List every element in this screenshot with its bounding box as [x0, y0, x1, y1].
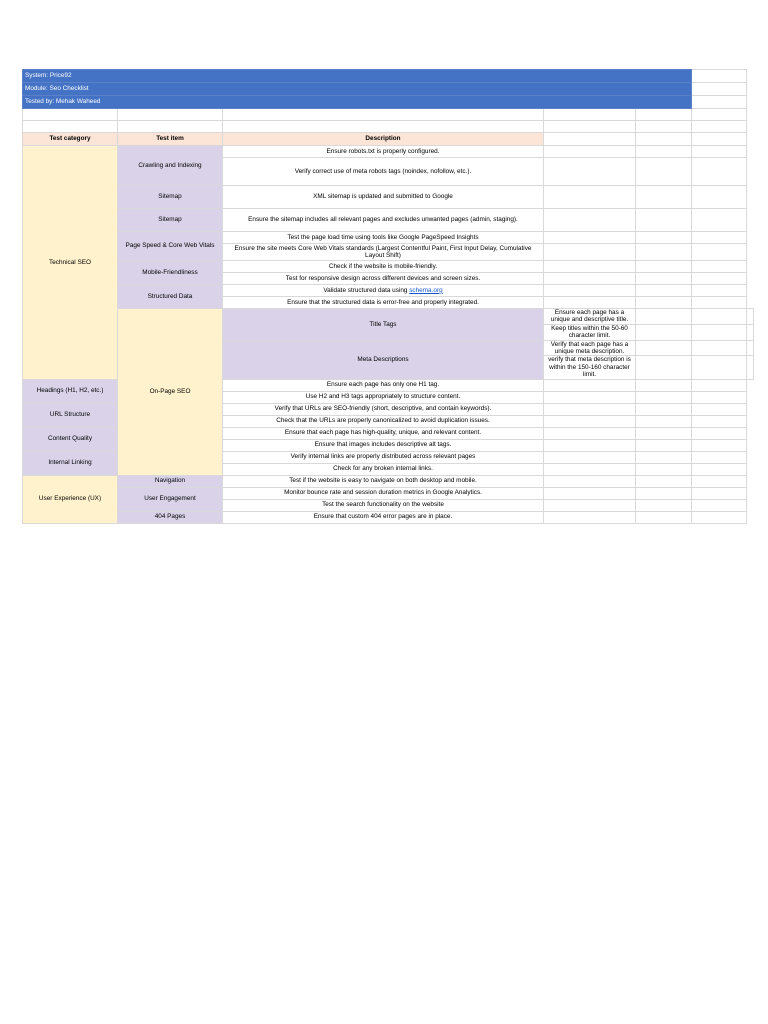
empty-cell[interactable] [636, 439, 692, 451]
empty-cell[interactable] [636, 285, 692, 297]
empty-cell[interactable] [692, 511, 747, 523]
table-row [23, 309, 754, 325]
empty-cell[interactable] [692, 297, 747, 309]
column-header-row [23, 133, 754, 146]
empty-cell[interactable] [544, 499, 636, 511]
empty-cell[interactable] [692, 324, 747, 340]
empty-cell[interactable] [544, 297, 636, 309]
empty-cell[interactable] [636, 232, 692, 244]
empty-cell[interactable] [223, 121, 544, 133]
table-row [23, 475, 754, 487]
empty-row [23, 121, 754, 133]
empty-cell[interactable] [692, 379, 747, 391]
empty-cell[interactable] [692, 340, 747, 356]
empty-cell[interactable] [692, 499, 747, 511]
empty-cell[interactable] [544, 133, 636, 146]
table-row [23, 285, 754, 297]
description-cell[interactable]: Use H2 and H3 tags appropriately to structure content. [223, 391, 544, 403]
empty-cell[interactable] [636, 297, 692, 309]
empty-cell[interactable] [692, 427, 747, 439]
description-cell[interactable]: Ensure each page has only one H1 tag. [223, 379, 544, 391]
empty-cell[interactable] [544, 439, 636, 451]
description-cell[interactable] [223, 285, 544, 297]
table-row [23, 186, 754, 209]
empty-cell[interactable] [636, 475, 692, 487]
description-cell[interactable]: Ensure robots.txt is properly configured. [223, 146, 544, 158]
description-cell[interactable]: Check that the URLs are properly canonicalized to avoid duplication issues. [223, 415, 544, 427]
empty-cell[interactable] [544, 475, 636, 487]
empty-cell[interactable] [636, 273, 692, 285]
empty-cell[interactable] [636, 463, 692, 475]
empty-cell[interactable] [636, 309, 692, 325]
description-cell[interactable]: Verify that URLs are SEO-friendly (short, descriptive, and contain keywords). [223, 403, 544, 415]
empty-cell[interactable] [747, 324, 754, 340]
empty-cell[interactable] [692, 244, 747, 261]
table-row [23, 511, 754, 523]
item-page-speed[interactable]: Page Speed & Core Web Vitals [118, 232, 223, 261]
empty-cell[interactable] [636, 109, 692, 121]
empty-cell[interactable] [544, 403, 636, 415]
empty-cell[interactable] [692, 186, 747, 209]
description-cell[interactable]: Ensure the sitemap includes all relevant pages and excludes unwanted pages (admin, staging). [223, 209, 544, 232]
empty-cell[interactable] [636, 209, 692, 232]
description-cell[interactable]: Test the page load time using tools like Google PageSpeed Insights [223, 232, 544, 244]
banner-row-tester [23, 96, 754, 109]
system-cell[interactable]: System: Price92 [23, 70, 692, 83]
empty-cell[interactable] [544, 146, 636, 158]
empty-cell[interactable] [544, 209, 636, 232]
empty-cell[interactable] [636, 403, 692, 415]
empty-cell[interactable] [692, 285, 747, 297]
item-headings[interactable]: Headings (H1, H2, etc.) [23, 379, 118, 403]
description-cell[interactable]: Ensure the site meets Core Web Vitals standards (Largest Contentful Paint, First Input Delay, Cumulative Layout Shift) [223, 244, 544, 261]
description-cell[interactable]: Monitor bounce rate and session duration metrics in Google Analytics. [223, 487, 544, 499]
empty-cell[interactable] [636, 261, 692, 273]
empty-cell[interactable] [692, 273, 747, 285]
description-cell[interactable]: Ensure that images includes descriptive alt tags. [223, 439, 544, 451]
empty-cell[interactable] [692, 121, 747, 133]
description-cell[interactable]: Ensure that the structured data is error-free and properly integrated. [223, 297, 544, 309]
description-cell[interactable]: Ensure each page has a unique and descriptive title. [544, 309, 636, 325]
header-description[interactable]: Description [223, 133, 544, 146]
description-cell[interactable]: Verify correct use of meta robots tags (noindex, nofollow, etc.). [223, 158, 544, 186]
empty-cell[interactable] [747, 309, 754, 325]
empty-cell[interactable] [636, 379, 692, 391]
empty-cell[interactable] [544, 285, 636, 297]
item-user-engagement[interactable]: User Engagement [118, 487, 223, 511]
empty-cell[interactable] [692, 109, 747, 121]
empty-cell[interactable] [636, 146, 692, 158]
description-cell[interactable]: XML sitemap is updated and submitted to Google [223, 186, 544, 209]
empty-cell[interactable] [118, 109, 223, 121]
description-cell[interactable]: Ensure that each page has high-quality, unique, and relevant content. [223, 427, 544, 439]
description-cell[interactable]: Test the search functionality on the website [223, 499, 544, 511]
description-cell[interactable]: Keep titles within the 50-60 character limit. [544, 324, 636, 340]
description-cell[interactable]: Check if the website is mobile-friendly. [223, 261, 544, 273]
item-sitemap[interactable]: Sitemap [118, 209, 223, 232]
empty-cell[interactable] [636, 511, 692, 523]
empty-cell[interactable] [544, 109, 636, 121]
empty-cell[interactable] [636, 133, 692, 146]
empty-cell[interactable] [544, 186, 636, 209]
item-sitemap[interactable]: Sitemap [118, 186, 223, 209]
category-technical-seo[interactable]: Technical SEO [23, 146, 118, 380]
empty-cell[interactable] [692, 391, 747, 403]
item-crawling-indexing[interactable]: Crawling and Indexing [118, 146, 223, 186]
empty-cell[interactable] [747, 340, 754, 356]
empty-cell[interactable] [692, 463, 747, 475]
empty-cell[interactable] [636, 324, 692, 340]
tested-by-cell[interactable]: Tested by: Mehak Waheed [23, 96, 692, 109]
table-row [23, 209, 754, 232]
empty-cell[interactable] [636, 186, 692, 209]
empty-cell[interactable] [636, 415, 692, 427]
empty-cell[interactable] [544, 244, 636, 261]
empty-cell[interactable] [544, 158, 636, 186]
empty-cell[interactable] [636, 244, 692, 261]
empty-cell[interactable] [544, 463, 636, 475]
banner-row-module [23, 83, 754, 96]
item-internal-linking[interactable]: Internal Linking [23, 451, 118, 475]
description-cell[interactable]: verify that meta description is within the 150-160 character limit. [544, 356, 636, 379]
empty-cell[interactable] [223, 109, 544, 121]
description-cell[interactable]: Verify internal links are properly distributed across relevant pages [223, 451, 544, 463]
empty-cell[interactable] [544, 487, 636, 499]
empty-cell[interactable] [544, 427, 636, 439]
empty-cell[interactable] [544, 379, 636, 391]
empty-cell[interactable] [692, 415, 747, 427]
empty-cell[interactable] [544, 391, 636, 403]
empty-cell[interactable] [23, 109, 118, 121]
empty-cell[interactable] [636, 158, 692, 186]
empty-cell[interactable] [692, 261, 747, 273]
empty-cell[interactable] [118, 121, 223, 133]
item-content-quality[interactable]: Content Quality [23, 427, 118, 451]
category-user-experience[interactable]: User Experience (UX) [23, 475, 118, 523]
description-text: Validate structured data using [323, 286, 410, 294]
empty-cell[interactable] [692, 146, 747, 158]
item-navigation[interactable]: Navigation [118, 475, 223, 487]
description-cell[interactable]: Check for any broken internal links. [223, 463, 544, 475]
empty-cell[interactable] [544, 451, 636, 463]
empty-cell[interactable] [692, 133, 747, 146]
empty-cell[interactable] [747, 356, 754, 379]
empty-cell[interactable] [544, 261, 636, 273]
empty-cell[interactable] [544, 511, 636, 523]
empty-row [23, 109, 754, 121]
empty-cell[interactable] [636, 391, 692, 403]
empty-cell[interactable] [544, 273, 636, 285]
empty-cell[interactable] [692, 309, 747, 325]
empty-cell[interactable] [23, 121, 118, 133]
empty-cell[interactable] [636, 427, 692, 439]
empty-cell[interactable] [636, 499, 692, 511]
empty-cell[interactable] [692, 70, 747, 83]
empty-cell[interactable] [636, 121, 692, 133]
empty-cell[interactable] [544, 232, 636, 244]
item-title-tags[interactable]: Title Tags [223, 309, 544, 341]
banner-row-system [23, 70, 754, 83]
category-on-page-seo[interactable]: On-Page SEO [118, 309, 223, 476]
item-url-structure[interactable]: URL Structure [23, 403, 118, 427]
empty-cell[interactable] [692, 403, 747, 415]
empty-cell[interactable] [692, 209, 747, 232]
description-cell[interactable]: Ensure that custom 404 error pages are in place. [223, 511, 544, 523]
empty-cell[interactable] [692, 232, 747, 244]
description-cell[interactable]: Test if the website is easy to navigate on both desktop and mobile. [223, 475, 544, 487]
module-cell[interactable]: Module: Seo Checklist [23, 83, 692, 96]
description-cell[interactable]: Verify that each page has a unique meta description. [544, 340, 636, 356]
empty-cell[interactable] [636, 451, 692, 463]
empty-cell[interactable] [692, 475, 747, 487]
table-row [23, 487, 754, 499]
empty-cell[interactable] [692, 451, 747, 463]
empty-cell[interactable] [692, 439, 747, 451]
empty-cell[interactable] [692, 83, 747, 96]
empty-cell[interactable] [692, 356, 747, 379]
empty-cell[interactable] [636, 487, 692, 499]
table-row [23, 146, 754, 158]
header-test-item[interactable]: Test item [118, 133, 223, 146]
table-row [23, 232, 754, 244]
seo-checklist-sheet [22, 69, 754, 524]
table-row [23, 261, 754, 273]
item-404-pages[interactable]: 404 Pages [118, 511, 223, 523]
schema-org-link[interactable]: schema.org [409, 286, 443, 294]
empty-cell[interactable] [544, 415, 636, 427]
empty-cell[interactable] [636, 356, 692, 379]
item-mobile-friendliness[interactable]: Mobile-Friendliness [118, 261, 223, 285]
header-test-category[interactable]: Test category [23, 133, 118, 146]
empty-cell[interactable] [636, 340, 692, 356]
item-structured-data[interactable]: Structured Data [118, 285, 223, 309]
empty-cell[interactable] [544, 121, 636, 133]
empty-cell[interactable] [692, 487, 747, 499]
description-cell[interactable]: Test for responsive design across different devices and screen sizes. [223, 273, 544, 285]
item-meta-descriptions[interactable]: Meta Descriptions [223, 340, 544, 379]
empty-cell[interactable] [692, 158, 747, 186]
empty-cell[interactable] [692, 96, 747, 109]
